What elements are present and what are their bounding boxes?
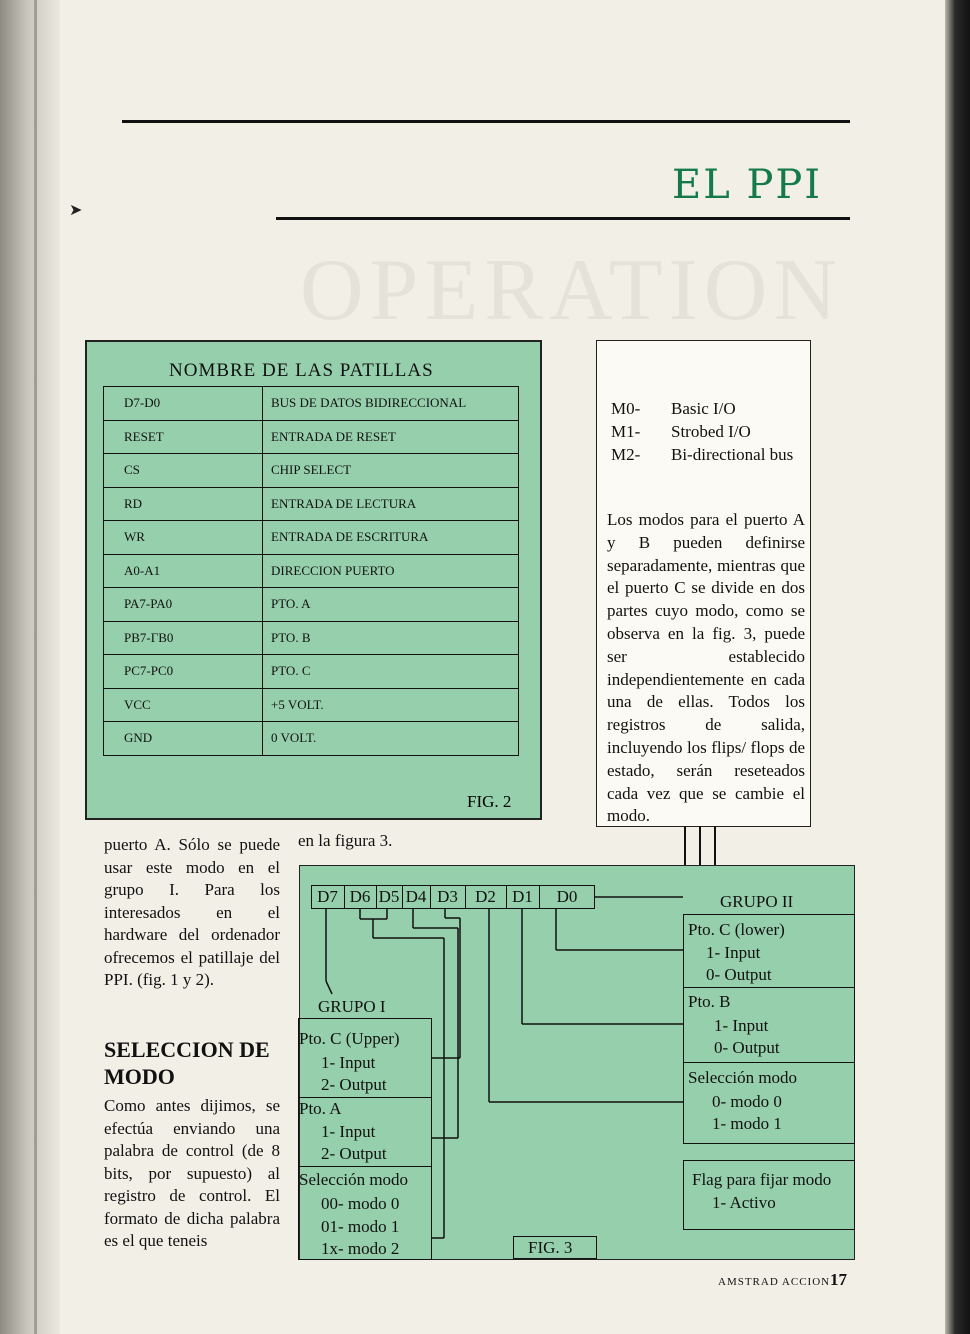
pin-name: CS bbox=[104, 454, 263, 488]
grupo2-mode-select bbox=[683, 1062, 855, 1144]
grupo1-box2-line2: 2- Output bbox=[321, 1144, 387, 1163]
modes-sidebar bbox=[596, 340, 811, 827]
pin-name: PC7-PC0 bbox=[104, 655, 263, 689]
grupo1-box3-title: Selección modo bbox=[299, 1170, 409, 1189]
pin-row bbox=[104, 454, 519, 488]
pin-name: GND bbox=[104, 722, 263, 756]
bit-cell: D0 bbox=[556, 887, 578, 906]
pin-description: PTO. C bbox=[263, 655, 519, 689]
page-number: 17 bbox=[830, 1270, 847, 1289]
grupo1-port-a bbox=[298, 1097, 432, 1167]
pin-row bbox=[104, 588, 519, 622]
mode-code: M2- bbox=[611, 445, 641, 464]
grupo2-box2-title: Pto. B bbox=[688, 992, 731, 1011]
modes-list bbox=[611, 397, 801, 466]
mode-code: M1- bbox=[611, 422, 641, 441]
pin-name: A0-A1 bbox=[104, 554, 263, 588]
pin-description: CHIP SELECT bbox=[263, 454, 519, 488]
pin-description: PTO. B bbox=[263, 621, 519, 655]
mode-description: Basic I/O bbox=[671, 399, 736, 418]
grupo2-box1-title: Pto. C (lower) bbox=[688, 920, 785, 939]
grupo2-box3-line1: 0- modo 0 bbox=[712, 1092, 782, 1111]
pin-row bbox=[104, 655, 519, 689]
mode-item bbox=[611, 443, 801, 466]
pin-row bbox=[104, 722, 519, 756]
pin-row bbox=[104, 688, 519, 722]
flag-title: Flag para fijar modo bbox=[692, 1170, 832, 1189]
grupo1-box2-title: Pto. A bbox=[299, 1099, 342, 1118]
grupo1-box1-line2: 2- Output bbox=[321, 1075, 387, 1094]
flag-mode-box bbox=[683, 1160, 855, 1230]
pin-table bbox=[103, 386, 519, 756]
pin-description: ENTRADA DE LECTURA bbox=[263, 487, 519, 521]
connector-line-left bbox=[684, 826, 686, 866]
scan-edge bbox=[945, 0, 970, 1334]
pin-row bbox=[104, 387, 519, 421]
pin-description: +5 VOLT. bbox=[263, 688, 519, 722]
bit-cell: D5 bbox=[376, 885, 403, 909]
pin-description: DIRECCION PUERTO bbox=[263, 554, 519, 588]
column2-text: en la figura 3. bbox=[298, 831, 393, 850]
grupo1-title: GRUPO I bbox=[318, 997, 386, 1016]
grupo1-box1-title: Pto. C (Upper) bbox=[299, 1029, 400, 1048]
mode-code: M0- bbox=[611, 399, 641, 418]
grupo2-box3-title: Selección modo bbox=[688, 1068, 798, 1087]
grupo2-box3-line2: 1- modo 1 bbox=[712, 1114, 782, 1133]
grupo1-port-c-upper bbox=[298, 1018, 432, 1098]
modes-paragraph: Los modos para el puerto A y B pueden definirse separadamente, mientras que el puerto C se divide en dos partes cuyo modo, como se observa en la fig. 3, puede ser establecido independientemente en cada una de ellas. Todos los registros de salida, incluyendo los flips/ flops de estado, serán reseteados cada vez que se cambie el modo. bbox=[607, 510, 805, 826]
pin-name: PB7-ГB0 bbox=[104, 621, 263, 655]
pin-row bbox=[104, 521, 519, 555]
footer-publication: AMSTRAD ACCION bbox=[718, 1276, 831, 1288]
pin-row bbox=[104, 420, 519, 454]
grupo2-title: GRUPO II bbox=[720, 892, 794, 911]
page-spine-shadow bbox=[0, 0, 60, 1334]
pin-description: PTO. A bbox=[263, 588, 519, 622]
grupo1-box2-line1: 1- Input bbox=[321, 1122, 376, 1141]
fig3-label-box bbox=[513, 1236, 597, 1259]
title-underline bbox=[276, 217, 850, 220]
pin-name: VCC bbox=[104, 688, 263, 722]
pin-description: ENTRADA DE RESET bbox=[263, 420, 519, 454]
fig3-control-word bbox=[299, 865, 855, 1260]
connector-line-right bbox=[714, 826, 716, 866]
pin-name: RD bbox=[104, 487, 263, 521]
grupo2-port-c-lower bbox=[683, 914, 855, 988]
pin-name: D7-D0 bbox=[104, 387, 263, 421]
bit-cell: D6 bbox=[344, 885, 377, 909]
pin-row bbox=[104, 621, 519, 655]
pin-description: ENTRADA DE ESCRITURA bbox=[263, 521, 519, 555]
grupo1-box3-line3: 1x- modo 2 bbox=[321, 1239, 400, 1258]
bit-cell: D1 bbox=[506, 885, 540, 909]
grupo1-box3-line1: 00- modo 0 bbox=[321, 1194, 400, 1213]
bit-cell: D3 bbox=[430, 885, 466, 909]
connector-line-mid bbox=[699, 826, 701, 866]
pin-description: BUS DE DATOS BIDIRECCIONAL bbox=[263, 387, 519, 421]
body-paragraph: Como antes dijimos, se efectúa enviando una palabra de control (de 8 bits, por supuesto) al registro de control. El formato de dicha palabra es el que teneis bbox=[104, 1096, 280, 1250]
grupo2-box2-line1: 1- Input bbox=[714, 1016, 769, 1035]
grupo2-box2-line2: 0- Output bbox=[714, 1038, 780, 1057]
bit-cell: D2 bbox=[465, 885, 507, 909]
page-title: EL PPI bbox=[672, 162, 823, 208]
bit-cell: D4 bbox=[402, 885, 431, 909]
fig2-title: NOMBRE DE LAS PATILLAS bbox=[169, 360, 434, 381]
pin-name: WR bbox=[104, 521, 263, 555]
grupo2-port-b bbox=[683, 987, 855, 1063]
fig2-label: FIG. 2 bbox=[467, 792, 512, 811]
pin-name: PA7-PA0 bbox=[104, 588, 263, 622]
mode-description: Strobed I/O bbox=[671, 422, 751, 441]
top-rule bbox=[122, 120, 850, 123]
fig2-pin-table bbox=[85, 340, 542, 820]
pin-description: 0 VOLT. bbox=[263, 722, 519, 756]
section-heading: SELECCION DE MODO bbox=[104, 1037, 270, 1089]
bit-cell: D7 bbox=[311, 885, 345, 909]
bleed-through-ghost: OPERATION bbox=[300, 242, 843, 339]
pin-row bbox=[104, 487, 519, 521]
pin-name: RESET bbox=[104, 420, 263, 454]
pin-row bbox=[104, 554, 519, 588]
intro-paragraph: puerto A. Sólo se puede usar este modo en el grupo I. Para los interesados en el hardware del ordenador ofrecemos el patillaje del PPI. (fig. 1 y 2). bbox=[104, 835, 280, 989]
arrow-marker-icon: ➤ bbox=[69, 202, 83, 219]
mode-description: Bi-directional bus bbox=[671, 445, 794, 464]
spine-fold bbox=[34, 0, 37, 1334]
grupo2-box1-line2: 0- Output bbox=[706, 965, 772, 984]
grupo2-box1-line1: 1- Input bbox=[706, 943, 761, 962]
grupo1-mode-select bbox=[298, 1166, 432, 1260]
grupo1-box1-line1: 1- Input bbox=[321, 1053, 376, 1072]
mode-item bbox=[611, 420, 801, 443]
mode-item bbox=[611, 397, 801, 420]
grupo1-box3-line2: 01- modo 1 bbox=[321, 1217, 400, 1236]
fig3-label: FIG. 3 bbox=[528, 1238, 573, 1257]
flag-line1: 1- Activo bbox=[712, 1193, 776, 1212]
